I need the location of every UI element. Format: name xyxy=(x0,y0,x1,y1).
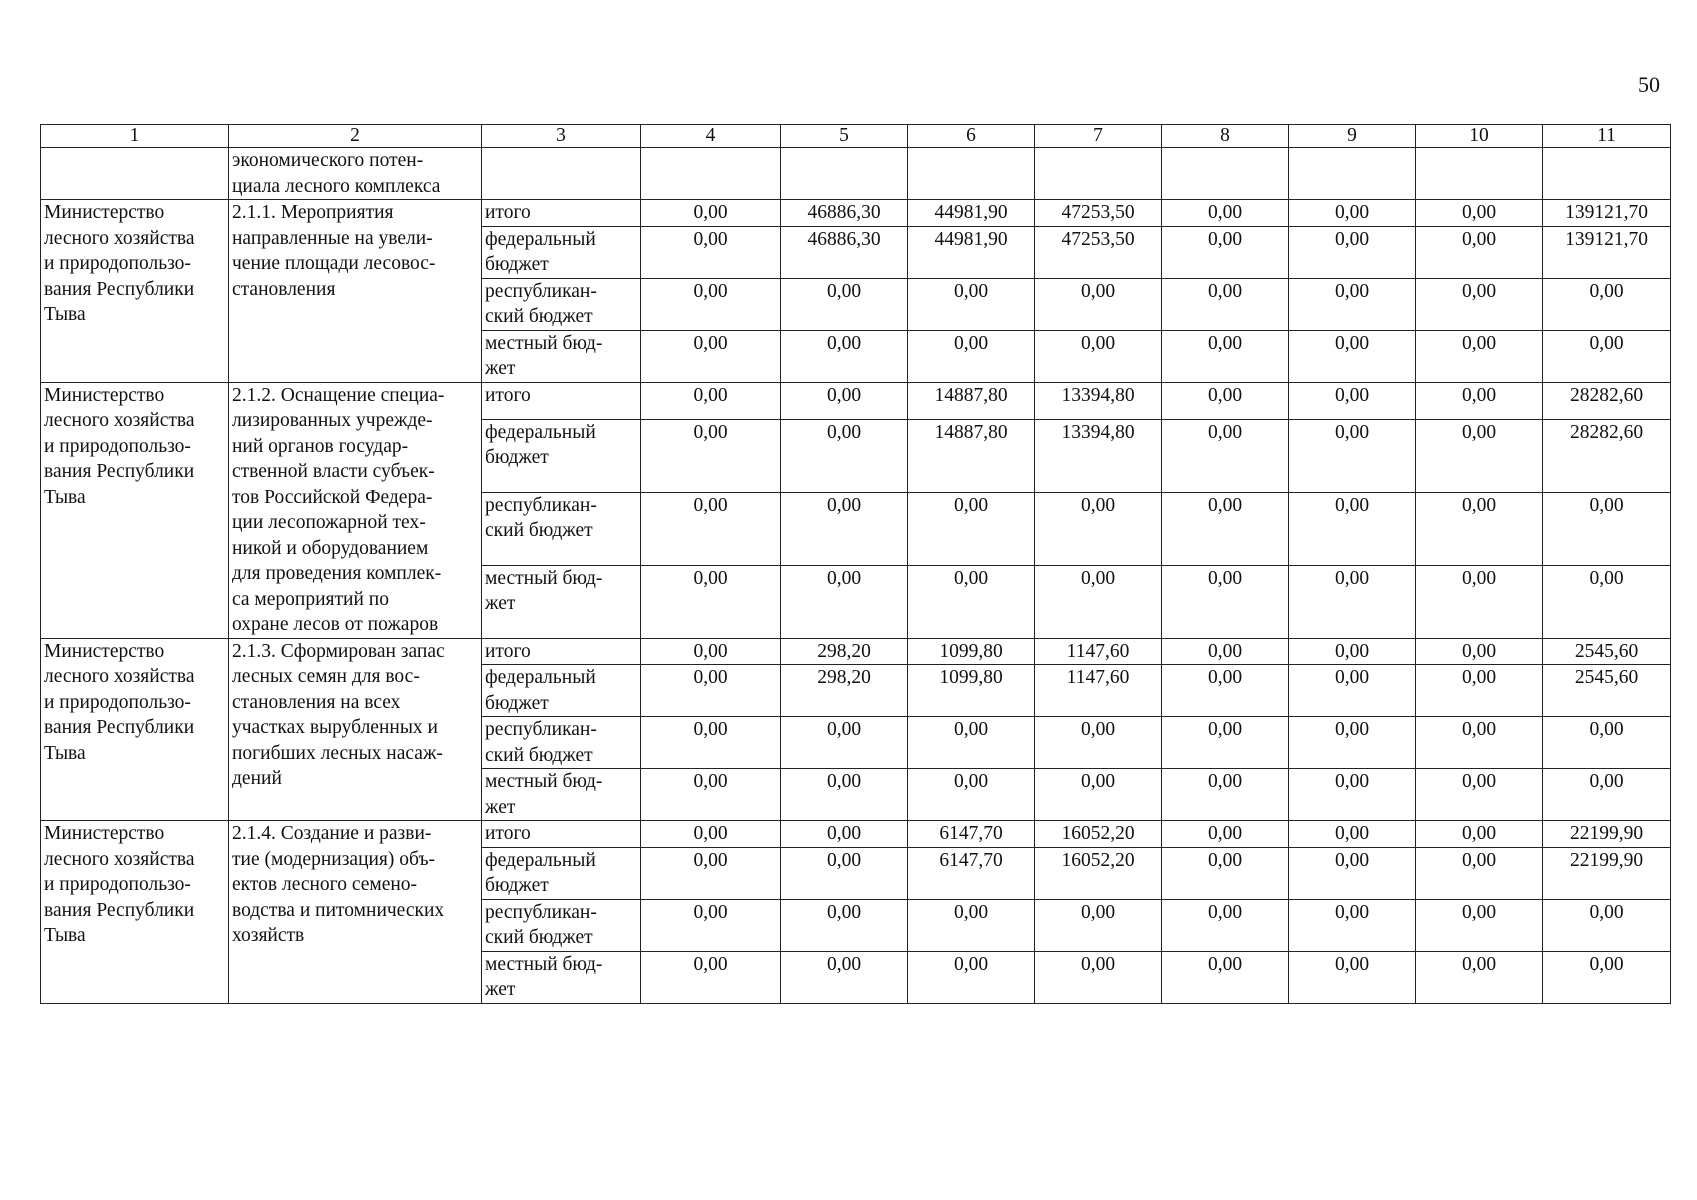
value-cell: 0,00 xyxy=(641,492,781,565)
value-cell: 0,00 xyxy=(1162,330,1289,382)
page-number: 50 xyxy=(1638,72,1660,97)
value-cell: 13394,80 xyxy=(1035,419,1162,492)
value-cell: 0,00 xyxy=(908,769,1035,821)
table-body xyxy=(41,148,1671,1004)
value-cell: 0,00 xyxy=(1543,565,1671,638)
value-cell: 0,00 xyxy=(1543,951,1671,1003)
value-cell: 47253,50 xyxy=(1035,200,1162,227)
value-cell: 0,00 xyxy=(781,330,908,382)
column-number-row xyxy=(41,125,1671,148)
value-cell: 139121,70 xyxy=(1543,226,1671,278)
value-cell: 0,00 xyxy=(1543,769,1671,821)
value-cell: 0,00 xyxy=(1162,951,1289,1003)
source-cell: местный бюд- жет xyxy=(482,565,641,638)
value-cell: 0,00 xyxy=(1289,226,1416,278)
value-cell: 0,00 xyxy=(781,847,908,899)
value-cell: 46886,30 xyxy=(781,226,908,278)
value-cell: 0,00 xyxy=(641,382,781,419)
value-cell: 0,00 xyxy=(1289,278,1416,330)
value-cell xyxy=(641,148,781,200)
value-cell: 28282,60 xyxy=(1543,382,1671,419)
value-cell: 0,00 xyxy=(1162,419,1289,492)
value-cell: 0,00 xyxy=(641,899,781,951)
value-cell: 0,00 xyxy=(908,565,1035,638)
value-cell xyxy=(1543,148,1671,200)
value-cell: 0,00 xyxy=(781,382,908,419)
source-cell: местный бюд- жет xyxy=(482,769,641,821)
value-cell: 0,00 xyxy=(641,565,781,638)
value-cell: 6147,70 xyxy=(908,847,1035,899)
source-cell: итого xyxy=(482,382,641,419)
value-cell: 0,00 xyxy=(1289,717,1416,769)
value-cell: 0,00 xyxy=(1035,492,1162,565)
value-cell: 0,00 xyxy=(1416,330,1543,382)
value-cell: 0,00 xyxy=(1035,717,1162,769)
value-cell: 0,00 xyxy=(781,565,908,638)
column-header: 8 xyxy=(1162,125,1289,148)
value-cell: 0,00 xyxy=(1289,382,1416,419)
value-cell: 22199,90 xyxy=(1543,821,1671,848)
source-cell: республикан- ский бюджет xyxy=(482,492,641,565)
value-cell: 0,00 xyxy=(1543,278,1671,330)
value-cell: 16052,20 xyxy=(1035,821,1162,848)
value-cell: 0,00 xyxy=(641,200,781,227)
measure-cell: экономического потен- циала лесного комплекса xyxy=(229,148,482,200)
ministry-cell: Министерство лесного хозяйства и природопользо- вания Республики Тыва xyxy=(41,200,229,383)
value-cell: 0,00 xyxy=(1035,330,1162,382)
value-cell: 0,00 xyxy=(908,492,1035,565)
value-cell: 0,00 xyxy=(1416,200,1543,227)
value-cell xyxy=(1035,148,1162,200)
value-cell: 0,00 xyxy=(1543,330,1671,382)
value-cell: 139121,70 xyxy=(1543,200,1671,227)
value-cell: 0,00 xyxy=(1416,278,1543,330)
value-cell: 0,00 xyxy=(1416,717,1543,769)
value-cell: 0,00 xyxy=(1289,638,1416,665)
value-cell: 47253,50 xyxy=(1035,226,1162,278)
value-cell: 0,00 xyxy=(641,226,781,278)
ministry-cell: Министерство лесного хозяйства и природопользо- вания Республики Тыва xyxy=(41,821,229,1004)
value-cell xyxy=(781,148,908,200)
value-cell: 0,00 xyxy=(1162,638,1289,665)
value-cell: 0,00 xyxy=(1416,665,1543,717)
value-cell: 298,20 xyxy=(781,638,908,665)
value-cell: 0,00 xyxy=(1035,899,1162,951)
value-cell xyxy=(1416,148,1543,200)
source-cell: итого xyxy=(482,200,641,227)
column-header: 10 xyxy=(1416,125,1543,148)
value-cell: 0,00 xyxy=(641,330,781,382)
value-cell: 0,00 xyxy=(641,638,781,665)
value-cell: 0,00 xyxy=(1162,769,1289,821)
value-cell xyxy=(1289,148,1416,200)
value-cell: 0,00 xyxy=(1035,278,1162,330)
column-header: 4 xyxy=(641,125,781,148)
value-cell: 0,00 xyxy=(641,665,781,717)
value-cell: 0,00 xyxy=(1289,565,1416,638)
column-header: 9 xyxy=(1289,125,1416,148)
value-cell: 0,00 xyxy=(1162,492,1289,565)
value-cell: 14887,80 xyxy=(908,382,1035,419)
value-cell: 0,00 xyxy=(908,330,1035,382)
value-cell: 28282,60 xyxy=(1543,419,1671,492)
value-cell: 0,00 xyxy=(908,278,1035,330)
value-cell: 0,00 xyxy=(641,769,781,821)
value-cell xyxy=(1162,148,1289,200)
value-cell: 44981,90 xyxy=(908,226,1035,278)
value-cell: 0,00 xyxy=(1035,951,1162,1003)
value-cell: 0,00 xyxy=(1416,899,1543,951)
value-cell: 0,00 xyxy=(781,492,908,565)
value-cell: 0,00 xyxy=(908,717,1035,769)
value-cell: 0,00 xyxy=(1543,717,1671,769)
value-cell: 0,00 xyxy=(1416,226,1543,278)
source-cell: федеральный бюджет xyxy=(482,419,641,492)
column-header: 5 xyxy=(781,125,908,148)
value-cell: 0,00 xyxy=(781,717,908,769)
value-cell: 0,00 xyxy=(1162,821,1289,848)
value-cell: 0,00 xyxy=(1543,492,1671,565)
value-cell: 1099,80 xyxy=(908,638,1035,665)
source-cell xyxy=(482,148,641,200)
ministry-cell: Министерство лесного хозяйства и природопользо- вания Республики Тыва xyxy=(41,638,229,821)
measure-cell: 2.1.4. Создание и разви- тие (модернизация) объ- ектов лесного семено- водства и питомнических хозяйств xyxy=(229,821,482,1004)
value-cell: 0,00 xyxy=(641,847,781,899)
column-header: 3 xyxy=(482,125,641,148)
value-cell: 44981,90 xyxy=(908,200,1035,227)
value-cell: 2545,60 xyxy=(1543,638,1671,665)
value-cell: 0,00 xyxy=(1416,565,1543,638)
value-cell: 0,00 xyxy=(1289,419,1416,492)
value-cell: 0,00 xyxy=(781,951,908,1003)
column-header: 7 xyxy=(1035,125,1162,148)
value-cell: 0,00 xyxy=(1416,847,1543,899)
measure-cell: 2.1.1. Мероприятия направленные на увели- чение площади лесовос- становления xyxy=(229,200,482,383)
value-cell: 0,00 xyxy=(641,278,781,330)
source-cell: республикан- ский бюджет xyxy=(482,278,641,330)
table-row xyxy=(41,200,1671,227)
value-cell: 0,00 xyxy=(1416,638,1543,665)
value-cell: 0,00 xyxy=(1162,847,1289,899)
source-cell: местный бюд- жет xyxy=(482,330,641,382)
value-cell: 0,00 xyxy=(1416,382,1543,419)
source-cell: местный бюд- жет xyxy=(482,951,641,1003)
source-cell: итого xyxy=(482,821,641,848)
value-cell: 0,00 xyxy=(1289,899,1416,951)
table-row xyxy=(41,821,1671,848)
value-cell: 0,00 xyxy=(1035,769,1162,821)
budget-table xyxy=(40,124,1671,1004)
value-cell: 0,00 xyxy=(781,769,908,821)
source-cell: республикан- ский бюджет xyxy=(482,899,641,951)
value-cell: 1099,80 xyxy=(908,665,1035,717)
value-cell: 13394,80 xyxy=(1035,382,1162,419)
column-header: 11 xyxy=(1543,125,1671,148)
value-cell: 298,20 xyxy=(781,665,908,717)
value-cell: 0,00 xyxy=(1162,200,1289,227)
value-cell: 0,00 xyxy=(1416,951,1543,1003)
value-cell: 0,00 xyxy=(1416,492,1543,565)
value-cell: 0,00 xyxy=(641,419,781,492)
value-cell: 46886,30 xyxy=(781,200,908,227)
value-cell: 0,00 xyxy=(1289,847,1416,899)
value-cell: 6147,70 xyxy=(908,821,1035,848)
value-cell: 14887,80 xyxy=(908,419,1035,492)
column-header: 6 xyxy=(908,125,1035,148)
source-cell: республикан- ский бюджет xyxy=(482,717,641,769)
ministry-cell: Министерство лесного хозяйства и природопользо- вания Республики Тыва xyxy=(41,382,229,638)
value-cell: 0,00 xyxy=(781,899,908,951)
value-cell: 0,00 xyxy=(1289,665,1416,717)
value-cell: 0,00 xyxy=(1543,899,1671,951)
value-cell: 2545,60 xyxy=(1543,665,1671,717)
source-cell: федеральный бюджет xyxy=(482,847,641,899)
value-cell: 0,00 xyxy=(1162,382,1289,419)
value-cell: 0,00 xyxy=(1162,226,1289,278)
value-cell: 0,00 xyxy=(1289,492,1416,565)
value-cell: 0,00 xyxy=(908,899,1035,951)
measure-cell: 2.1.3. Сформирован запас лесных семян для вос- становления на всех участках вырубленных и погибших лесных насаж- дений xyxy=(229,638,482,821)
value-cell: 0,00 xyxy=(781,278,908,330)
measure-cell: 2.1.2. Оснащение специа- лизированных учрежде- ний органов государ- ственной власти субъек- тов Российской Федера- ции лесопожарной тех- никой и оборудованием для проведения комплек- са мероприятий по охране лесов от пожаров xyxy=(229,382,482,638)
value-cell: 0,00 xyxy=(1416,419,1543,492)
value-cell: 1147,60 xyxy=(1035,638,1162,665)
value-cell: 0,00 xyxy=(1416,769,1543,821)
source-cell: федеральный бюджет xyxy=(482,665,641,717)
value-cell xyxy=(908,148,1035,200)
value-cell: 0,00 xyxy=(1162,899,1289,951)
value-cell: 0,00 xyxy=(1289,200,1416,227)
value-cell: 0,00 xyxy=(1289,821,1416,848)
value-cell: 0,00 xyxy=(1289,951,1416,1003)
value-cell: 0,00 xyxy=(1162,278,1289,330)
value-cell: 0,00 xyxy=(781,419,908,492)
source-cell: итого xyxy=(482,638,641,665)
value-cell: 0,00 xyxy=(1416,821,1543,848)
value-cell: 0,00 xyxy=(1162,665,1289,717)
column-header: 2 xyxy=(229,125,482,148)
value-cell: 16052,20 xyxy=(1035,847,1162,899)
value-cell: 0,00 xyxy=(641,951,781,1003)
value-cell: 0,00 xyxy=(1289,330,1416,382)
table-row xyxy=(41,638,1671,665)
value-cell: 22199,90 xyxy=(1543,847,1671,899)
value-cell: 0,00 xyxy=(1162,565,1289,638)
value-cell: 0,00 xyxy=(1035,565,1162,638)
value-cell: 0,00 xyxy=(781,821,908,848)
continuation-row xyxy=(41,148,1671,200)
value-cell: 0,00 xyxy=(641,717,781,769)
value-cell: 0,00 xyxy=(908,951,1035,1003)
value-cell: 0,00 xyxy=(1289,769,1416,821)
table-row xyxy=(41,382,1671,419)
value-cell: 0,00 xyxy=(641,821,781,848)
value-cell: 1147,60 xyxy=(1035,665,1162,717)
source-cell: федеральный бюджет xyxy=(482,226,641,278)
ministry-cell xyxy=(41,148,229,200)
column-header: 1 xyxy=(41,125,229,148)
value-cell: 0,00 xyxy=(1162,717,1289,769)
